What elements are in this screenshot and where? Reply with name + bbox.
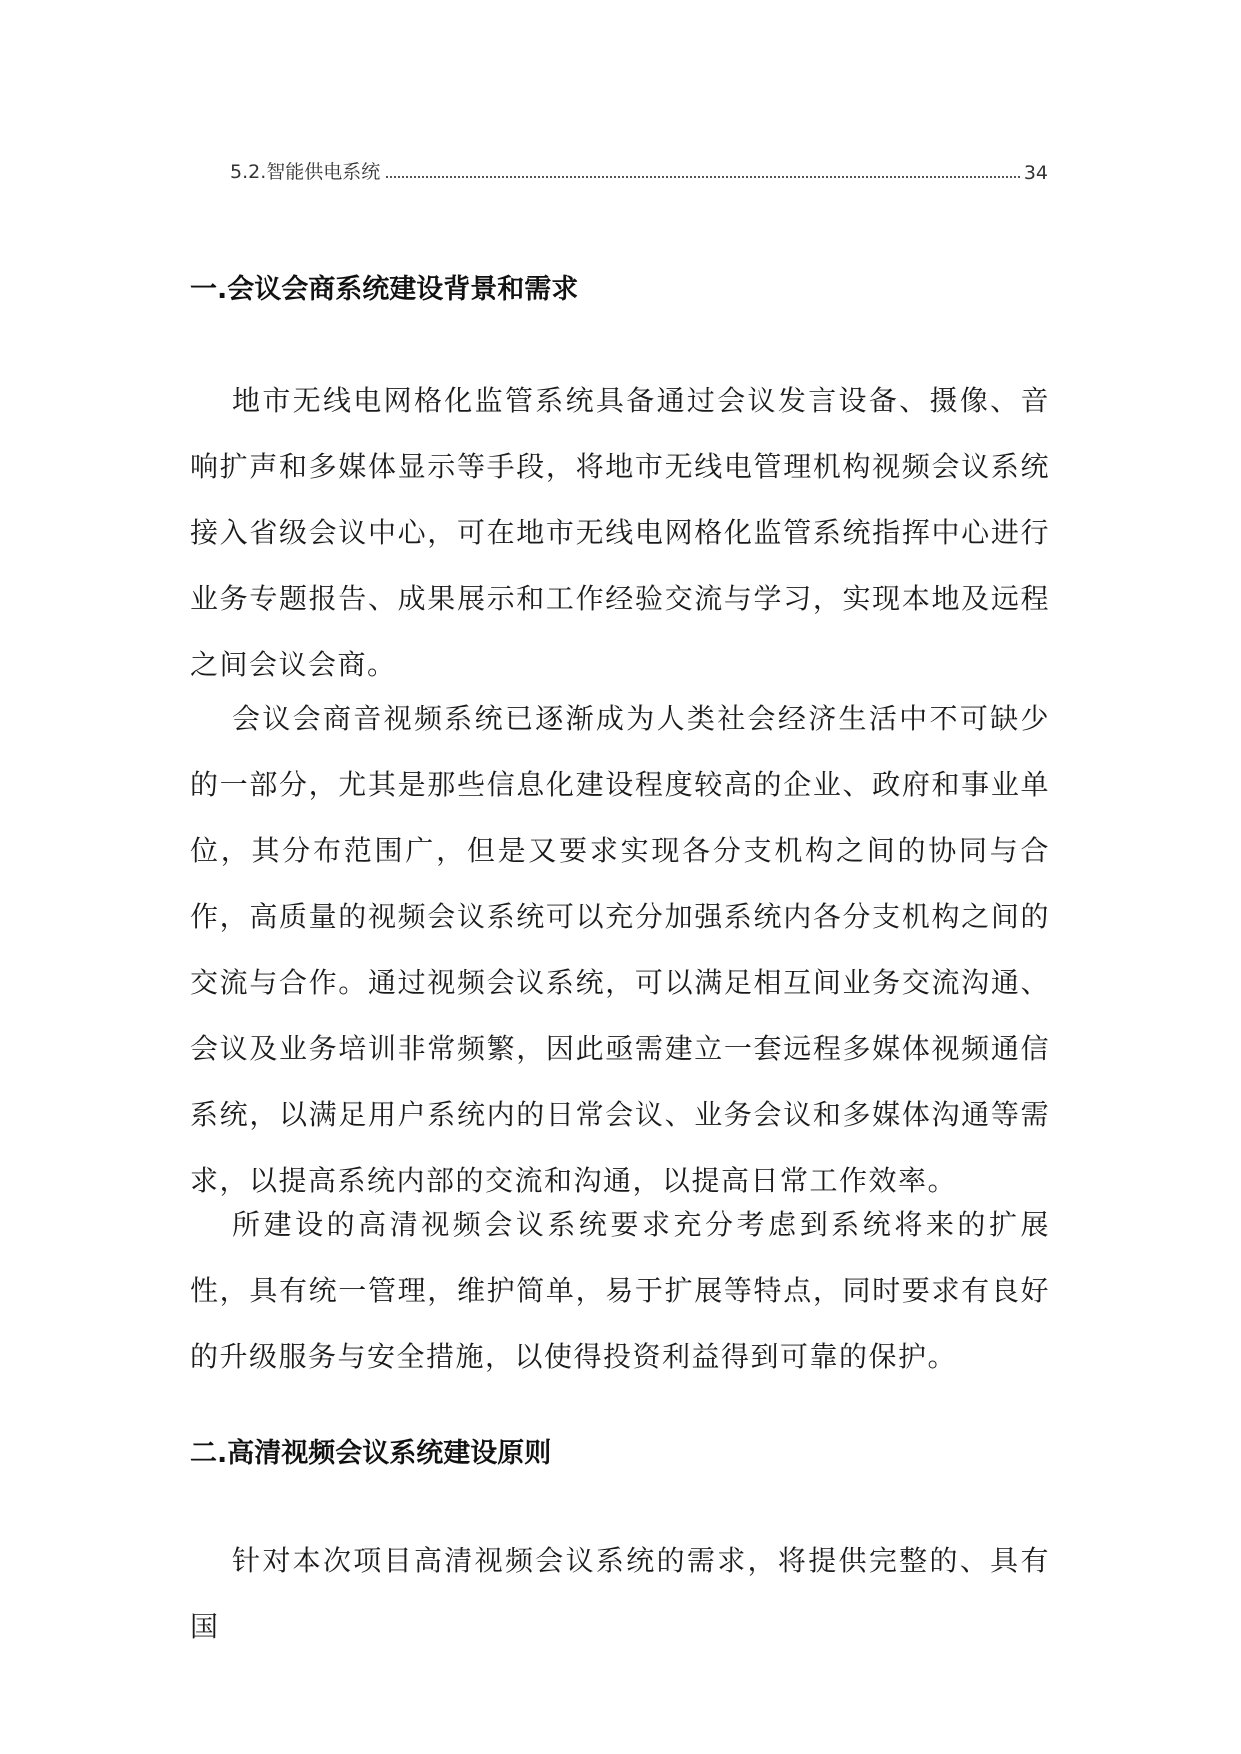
toc-entry-label: 5.2.智能供电系统 [230,161,381,183]
toc-entry-page-number: 34 [1023,162,1048,184]
section-heading-2: 二.高清视频会议系统建设原则 [190,1438,552,1469]
section-heading-1: 一.会议会商系统建设背景和需求 [190,274,579,305]
section1-paragraph-3: 所建设的高清视频会议系统要求充分考虑到系统将来的扩展性，具有统一管理，维护简单，易于扩展等特点，同时要求有良好的升级服务与安全措施，以使得投资利益得到可靠的保护。 [190,1208,1050,1373]
toc-dot-leader [386,176,1020,178]
section1-paragraph-1: 地市无线电网格化监管系统具备通过会议发言设备、摄像、音响扩声和多媒体显示等手段，将地市无线电管理机构视频会议系统接入省级会议中心，可在地市无线电网格化监管系统指挥中心进行业务专题报告、成果展示和工作经验交流与学习，实现本地及远程之间会议会商。 [190,384,1050,681]
section2-paragraph-1: 针对本次项目高清视频会议系统的需求，将提供完整的、具有国 [190,1544,1050,1643]
toc-entry[interactable] [230,150,1048,184]
section1-paragraph-2: 会议会商音视频系统已逐渐成为人类社会经济生活中不可缺少的一部分，尤其是那些信息化建设程度较高的企业、政府和事业单位，其分布范围广，但是又要求实现各分支机构之间的协同与合作，高质量的视频会议系统可以充分加强系统内各分支机构之间的交流与合作。通过视频会议系统，可以满足相互间业务交流沟通、会议及业务培训非常频繁，因此亟需建立一套远程多媒体视频通信系统，以满足用户系统内的日常会议、业务会议和多媒体沟通等需求，以提高系统内部的交流和沟通，以提高日常工作效率。 [190,702,1050,1197]
